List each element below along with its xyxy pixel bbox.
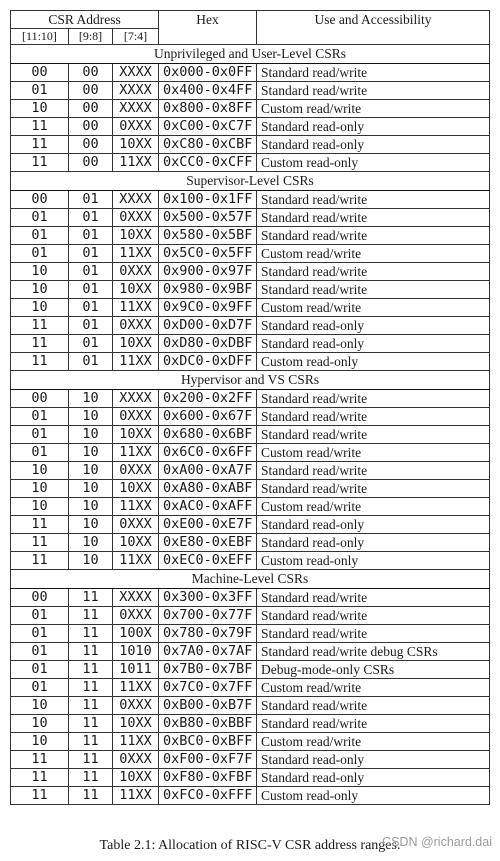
bits-11-10-cell: 01 xyxy=(11,245,69,263)
access-cell: Standard read/write xyxy=(257,191,490,209)
table-row xyxy=(11,245,490,263)
bits-11-10-cell: 11 xyxy=(11,136,69,154)
bits-7-4-cell: XXXX xyxy=(113,82,159,100)
bits-9-8-cell: 11 xyxy=(69,607,113,625)
table-row xyxy=(11,462,490,480)
access-cell: Standard read/write xyxy=(257,408,490,426)
table-row xyxy=(11,661,490,679)
table-row xyxy=(11,444,490,462)
csr-address-header: CSR Address xyxy=(11,11,159,29)
bits-9-8-cell: 11 xyxy=(69,661,113,679)
bits-11-10-cell: 10 xyxy=(11,299,69,317)
bits-9-8-cell: 11 xyxy=(69,589,113,607)
access-cell: Custom read/write xyxy=(257,733,490,751)
hex-range-cell: 0x9C0-0x9FF xyxy=(159,299,257,317)
bits-9-8-cell: 10 xyxy=(69,480,113,498)
bits-11-10-cell: 11 xyxy=(11,769,69,787)
access-cell: Standard read/write xyxy=(257,426,490,444)
access-cell: Standard read-only xyxy=(257,751,490,769)
bits-9-8-cell: 00 xyxy=(69,100,113,118)
bits-9-8-cell: 01 xyxy=(69,299,113,317)
bits-7-4-cell: 1010 xyxy=(113,643,159,661)
bits-9-8-cell: 01 xyxy=(69,245,113,263)
access-cell: Standard read/write xyxy=(257,227,490,245)
bits-7-4-cell: XXXX xyxy=(113,390,159,408)
bits-9-8-cell: 10 xyxy=(69,426,113,444)
bits-7-4-cell: 11XX xyxy=(113,679,159,697)
csr-table-body xyxy=(11,11,490,805)
bits-7-4-cell: 10XX xyxy=(113,136,159,154)
hex-range-cell: 0x580-0x5BF xyxy=(159,227,257,245)
section-title: Hypervisor and VS CSRs xyxy=(11,371,490,390)
section-header-row xyxy=(11,570,490,589)
bits-11-10-cell: 01 xyxy=(11,679,69,697)
bits-9-8-cell: 01 xyxy=(69,263,113,281)
bits-7-4-cell: 0XXX xyxy=(113,263,159,281)
hex-range-cell: 0xD00-0xD7F xyxy=(159,317,257,335)
bits-11-10-cell: 01 xyxy=(11,209,69,227)
bits-7-4-cell: 0XXX xyxy=(113,209,159,227)
bits-9-8-cell: 01 xyxy=(69,335,113,353)
table-row xyxy=(11,552,490,570)
bits-9-8-cell: 11 xyxy=(69,769,113,787)
table-row xyxy=(11,281,490,299)
bits-11-10-cell: 10 xyxy=(11,498,69,516)
hex-range-cell: 0xFC0-0xFFF xyxy=(159,787,257,805)
bits-9-8-cell: 10 xyxy=(69,552,113,570)
access-cell: Custom read-only xyxy=(257,353,490,371)
table-row xyxy=(11,136,490,154)
table-row xyxy=(11,769,490,787)
bits-9-8-cell: 10 xyxy=(69,498,113,516)
bits-7-4-cell: 11XX xyxy=(113,552,159,570)
access-cell: Custom read-only xyxy=(257,154,490,172)
table-row xyxy=(11,498,490,516)
bits-11-10-cell: 10 xyxy=(11,281,69,299)
bits-11-10-cell: 01 xyxy=(11,607,69,625)
bits-9-8-cell: 01 xyxy=(69,353,113,371)
hex-range-cell: 0xB80-0xBBF xyxy=(159,715,257,733)
table-row xyxy=(11,625,490,643)
bits-9-8-cell: 01 xyxy=(69,281,113,299)
table-row xyxy=(11,408,490,426)
table-caption: Table 2.1: Allocation of RISC-V CSR address ranges. xyxy=(99,838,401,853)
hex-range-cell: 0x900-0x97F xyxy=(159,263,257,281)
bits-7-4-cell: XXXX xyxy=(113,191,159,209)
hex-range-cell: 0x780-0x79F xyxy=(159,625,257,643)
table-row xyxy=(11,516,490,534)
hex-range-cell: 0x680-0x6BF xyxy=(159,426,257,444)
hex-header: Hex xyxy=(159,11,257,45)
access-cell: Standard read/write xyxy=(257,715,490,733)
bits-9-8-cell: 01 xyxy=(69,191,113,209)
hex-range-cell: 0x300-0x3FF xyxy=(159,589,257,607)
bits-11-10-cell: 01 xyxy=(11,82,69,100)
hex-range-cell: 0x980-0x9BF xyxy=(159,281,257,299)
bits-11-10-cell: 01 xyxy=(11,227,69,245)
section-title: Machine-Level CSRs xyxy=(11,570,490,589)
access-cell: Standard read-only xyxy=(257,534,490,552)
table-row xyxy=(11,209,490,227)
access-cell: Custom read-only xyxy=(257,787,490,805)
bits-7-4-cell: 1011 xyxy=(113,661,159,679)
access-cell: Custom read/write xyxy=(257,245,490,263)
bits-11-10-cell: 00 xyxy=(11,191,69,209)
table-row xyxy=(11,643,490,661)
section-title: Supervisor-Level CSRs xyxy=(11,172,490,191)
access-cell: Standard read-only xyxy=(257,136,490,154)
bits-11-10-cell: 00 xyxy=(11,589,69,607)
bits-7-4-cell: 0XXX xyxy=(113,607,159,625)
bits-9-8-header: [9:8] xyxy=(69,29,113,45)
hex-range-cell: 0xA00-0xA7F xyxy=(159,462,257,480)
bits-11-10-cell: 01 xyxy=(11,661,69,679)
bits-7-4-cell: XXXX xyxy=(113,64,159,82)
hex-range-cell: 0xB00-0xB7F xyxy=(159,697,257,715)
bits-7-4-cell: 11XX xyxy=(113,154,159,172)
bits-7-4-cell: 0XXX xyxy=(113,118,159,136)
bits-9-8-cell: 01 xyxy=(69,317,113,335)
bits-9-8-cell: 00 xyxy=(69,82,113,100)
access-cell: Debug-mode-only CSRs xyxy=(257,661,490,679)
bits-7-4-cell: 11XX xyxy=(113,787,159,805)
hex-range-cell: 0x100-0x1FF xyxy=(159,191,257,209)
bits-7-4-cell: 11XX xyxy=(113,733,159,751)
hex-range-cell: 0x000-0x0FF xyxy=(159,64,257,82)
bits-9-8-cell: 10 xyxy=(69,534,113,552)
table-row xyxy=(11,335,490,353)
bits-11-10-cell: 10 xyxy=(11,100,69,118)
bits-7-4-cell: 11XX xyxy=(113,444,159,462)
bits-11-10-cell: 01 xyxy=(11,643,69,661)
hex-range-cell: 0x600-0x67F xyxy=(159,408,257,426)
hex-range-cell: 0xA80-0xABF xyxy=(159,480,257,498)
access-cell: Standard read/write xyxy=(257,480,490,498)
section-title: Unprivileged and User-Level CSRs xyxy=(11,45,490,64)
bits-7-4-cell: 10XX xyxy=(113,426,159,444)
bits-11-10-cell: 11 xyxy=(11,552,69,570)
csr-address-table xyxy=(10,10,490,805)
hex-range-cell: 0xC80-0xCBF xyxy=(159,136,257,154)
hex-range-cell: 0xE80-0xEBF xyxy=(159,534,257,552)
bits-9-8-cell: 01 xyxy=(69,227,113,245)
bits-11-10-cell: 11 xyxy=(11,118,69,136)
hex-range-cell: 0x7C0-0x7FF xyxy=(159,679,257,697)
table-row xyxy=(11,390,490,408)
hex-range-cell: 0xBC0-0xBFF xyxy=(159,733,257,751)
bits-7-4-cell: 10XX xyxy=(113,715,159,733)
bits-11-10-cell: 11 xyxy=(11,516,69,534)
bits-11-10-cell: 01 xyxy=(11,444,69,462)
hex-range-cell: 0xF00-0xF7F xyxy=(159,751,257,769)
access-cell: Custom read-only xyxy=(257,552,490,570)
bits-7-4-cell: 100X xyxy=(113,625,159,643)
hex-range-cell: 0xC00-0xC7F xyxy=(159,118,257,136)
table-row xyxy=(11,82,490,100)
hex-range-cell: 0x7B0-0x7BF xyxy=(159,661,257,679)
table-row xyxy=(11,191,490,209)
bits-7-4-cell: XXXX xyxy=(113,589,159,607)
access-cell: Custom read/write xyxy=(257,299,490,317)
bits-7-4-cell: 10XX xyxy=(113,281,159,299)
bits-7-4-cell: 10XX xyxy=(113,480,159,498)
table-row xyxy=(11,263,490,281)
bits-11-10-cell: 11 xyxy=(11,787,69,805)
bits-11-10-cell: 11 xyxy=(11,154,69,172)
access-cell: Standard read-only xyxy=(257,317,490,335)
access-cell: Standard read-only xyxy=(257,335,490,353)
bits-9-8-cell: 10 xyxy=(69,516,113,534)
access-cell: Custom read/write xyxy=(257,498,490,516)
access-cell: Standard read/write xyxy=(257,607,490,625)
hex-range-cell: 0xAC0-0xAFF xyxy=(159,498,257,516)
bits-11-10-cell: 10 xyxy=(11,462,69,480)
access-cell: Custom read/write xyxy=(257,679,490,697)
hex-range-cell: 0xD80-0xDBF xyxy=(159,335,257,353)
use-accessibility-header: Use and Accessibility xyxy=(257,11,490,45)
bits-9-8-cell: 10 xyxy=(69,408,113,426)
bits-7-4-cell: 11XX xyxy=(113,299,159,317)
access-cell: Standard read/write xyxy=(257,281,490,299)
table-row xyxy=(11,317,490,335)
bits-11-10-cell: 11 xyxy=(11,534,69,552)
bits-11-10-cell: 10 xyxy=(11,733,69,751)
table-row xyxy=(11,751,490,769)
bits-11-10-cell: 01 xyxy=(11,408,69,426)
bits-11-10-cell: 11 xyxy=(11,353,69,371)
hex-range-cell: 0x500-0x57F xyxy=(159,209,257,227)
bits-11-10-cell: 11 xyxy=(11,317,69,335)
table-row xyxy=(11,64,490,82)
bits-11-10-cell: 11 xyxy=(11,335,69,353)
hex-range-cell: 0xE00-0xE7F xyxy=(159,516,257,534)
bits-11-10-cell: 01 xyxy=(11,426,69,444)
table-row xyxy=(11,299,490,317)
table-row xyxy=(11,480,490,498)
hex-range-cell: 0xEC0-0xEFF xyxy=(159,552,257,570)
bits-11-10-cell: 11 xyxy=(11,751,69,769)
watermark-text: CSDN @richard.dai xyxy=(382,835,492,849)
bits-9-8-cell: 11 xyxy=(69,733,113,751)
bits-7-4-cell: 0XXX xyxy=(113,317,159,335)
bits-7-4-cell: 11XX xyxy=(113,353,159,371)
bits-11-10-cell: 10 xyxy=(11,480,69,498)
access-cell: Custom read/write xyxy=(257,100,490,118)
access-cell: Standard read/write xyxy=(257,209,490,227)
table-row xyxy=(11,589,490,607)
hex-range-cell: 0x6C0-0x6FF xyxy=(159,444,257,462)
table-row xyxy=(11,733,490,751)
section-header-row xyxy=(11,172,490,191)
hex-range-cell: 0x800-0x8FF xyxy=(159,100,257,118)
hex-range-cell: 0xF80-0xFBF xyxy=(159,769,257,787)
bits-9-8-cell: 00 xyxy=(69,64,113,82)
access-cell: Standard read/write xyxy=(257,390,490,408)
access-cell: Standard read-only xyxy=(257,516,490,534)
table-row xyxy=(11,227,490,245)
section-header-row xyxy=(11,371,490,390)
bits-9-8-cell: 00 xyxy=(69,136,113,154)
table-row xyxy=(11,154,490,172)
bits-7-4-cell: 0XXX xyxy=(113,697,159,715)
bits-7-4-cell: 0XXX xyxy=(113,462,159,480)
bits-9-8-cell: 11 xyxy=(69,697,113,715)
bits-7-4-cell: 10XX xyxy=(113,335,159,353)
table-row xyxy=(11,787,490,805)
hex-range-cell: 0x7A0-0x7AF xyxy=(159,643,257,661)
bits-7-4-cell: 0XXX xyxy=(113,751,159,769)
bits-9-8-cell: 00 xyxy=(69,118,113,136)
section-header-row xyxy=(11,45,490,64)
access-cell: Standard read/write xyxy=(257,589,490,607)
bits-11-10-cell: 00 xyxy=(11,64,69,82)
table-row xyxy=(11,534,490,552)
access-cell: Standard read/write xyxy=(257,625,490,643)
access-cell: Standard read-only xyxy=(257,769,490,787)
table-row xyxy=(11,353,490,371)
bits-9-8-cell: 11 xyxy=(69,751,113,769)
table-row xyxy=(11,607,490,625)
table-row xyxy=(11,426,490,444)
header-row xyxy=(11,11,490,29)
access-cell: Standard read/write debug CSRs xyxy=(257,643,490,661)
bits-7-4-cell: 0XXX xyxy=(113,408,159,426)
table-row xyxy=(11,715,490,733)
bits-9-8-cell: 10 xyxy=(69,390,113,408)
hex-range-cell: 0x5C0-0x5FF xyxy=(159,245,257,263)
bits-9-8-cell: 10 xyxy=(69,462,113,480)
bits-11-10-cell: 10 xyxy=(11,715,69,733)
bits-9-8-cell: 00 xyxy=(69,154,113,172)
bits-7-4-cell: 10XX xyxy=(113,769,159,787)
bits-7-4-cell: 10XX xyxy=(113,534,159,552)
table-row xyxy=(11,118,490,136)
bits-9-8-cell: 11 xyxy=(69,787,113,805)
table-row xyxy=(11,679,490,697)
access-cell: Standard read/write xyxy=(257,462,490,480)
hex-range-cell: 0x700-0x77F xyxy=(159,607,257,625)
bits-11-10-cell: 00 xyxy=(11,390,69,408)
bits-7-4-cell: 11XX xyxy=(113,245,159,263)
bits-7-4-cell: XXXX xyxy=(113,100,159,118)
hex-range-cell: 0xCC0-0xCFF xyxy=(159,154,257,172)
access-cell: Standard read/write xyxy=(257,82,490,100)
bits-7-4-header: [7:4] xyxy=(113,29,159,45)
bits-9-8-cell: 10 xyxy=(69,444,113,462)
bits-7-4-cell: 0XXX xyxy=(113,516,159,534)
hex-range-cell: 0xDC0-0xDFF xyxy=(159,353,257,371)
hex-range-cell: 0x400-0x4FF xyxy=(159,82,257,100)
table-row xyxy=(11,100,490,118)
bits-7-4-cell: 10XX xyxy=(113,227,159,245)
bits-9-8-cell: 11 xyxy=(69,643,113,661)
hex-range-cell: 0x200-0x2FF xyxy=(159,390,257,408)
access-cell: Standard read-only xyxy=(257,118,490,136)
bits-9-8-cell: 11 xyxy=(69,715,113,733)
bits-11-10-header: [11:10] xyxy=(11,29,69,45)
access-cell: Standard read/write xyxy=(257,64,490,82)
bits-11-10-cell: 10 xyxy=(11,263,69,281)
access-cell: Standard read/write xyxy=(257,263,490,281)
bits-9-8-cell: 01 xyxy=(69,209,113,227)
access-cell: Standard read/write xyxy=(257,697,490,715)
bits-11-10-cell: 10 xyxy=(11,697,69,715)
bits-9-8-cell: 11 xyxy=(69,679,113,697)
bits-7-4-cell: 11XX xyxy=(113,498,159,516)
table-row xyxy=(11,697,490,715)
access-cell: Custom read/write xyxy=(257,444,490,462)
bits-9-8-cell: 11 xyxy=(69,625,113,643)
bits-11-10-cell: 01 xyxy=(11,625,69,643)
